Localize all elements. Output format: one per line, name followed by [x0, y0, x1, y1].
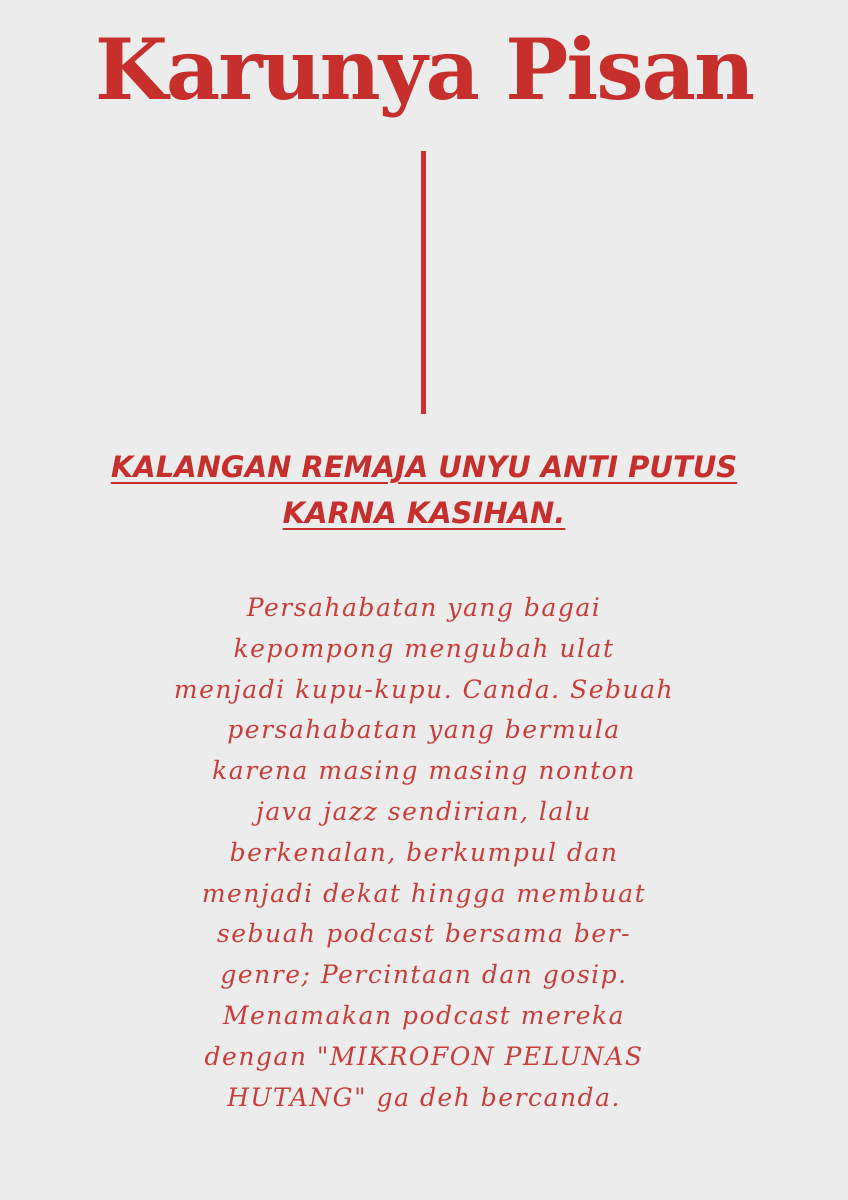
body-line: Menamakan podcast mereka: [222, 1000, 626, 1030]
subtitle-line: KARNA KASIHAN.: [282, 496, 566, 530]
body-paragraph: [124, 588, 724, 1118]
body-line: HUTANG" ga deh bercanda.: [227, 1082, 621, 1112]
page-title: Karunya Pisan: [94, 20, 754, 119]
body-line: menjadi kupu-kupu. Canda. Sebuah: [173, 674, 675, 704]
body-line: berkenalan, berkumpul dan: [229, 837, 619, 867]
body-line: kepompong mengubah ulat: [233, 633, 615, 663]
vertical-divider: [421, 151, 426, 414]
body-line: java jazz sendirian, lalu: [256, 796, 592, 826]
body-line: genre; Percintaan dan gosip.: [220, 960, 628, 990]
body-line: Persahabatan yang bagai: [246, 593, 602, 622]
body-line: dengan "MIKROFON PELUNAS: [204, 1041, 644, 1071]
body-line: menjadi dekat hingga membuat: [201, 878, 647, 908]
body-line: persahabatan yang bermula: [227, 715, 621, 745]
subtitle-line: KALANGAN REMAJA UNYU ANTI PUTUS: [110, 450, 738, 484]
body-line: sebuah podcast bersama ber-: [216, 919, 632, 949]
subtitle: [74, 444, 774, 536]
body-line: karena masing masing nonton: [212, 756, 636, 786]
